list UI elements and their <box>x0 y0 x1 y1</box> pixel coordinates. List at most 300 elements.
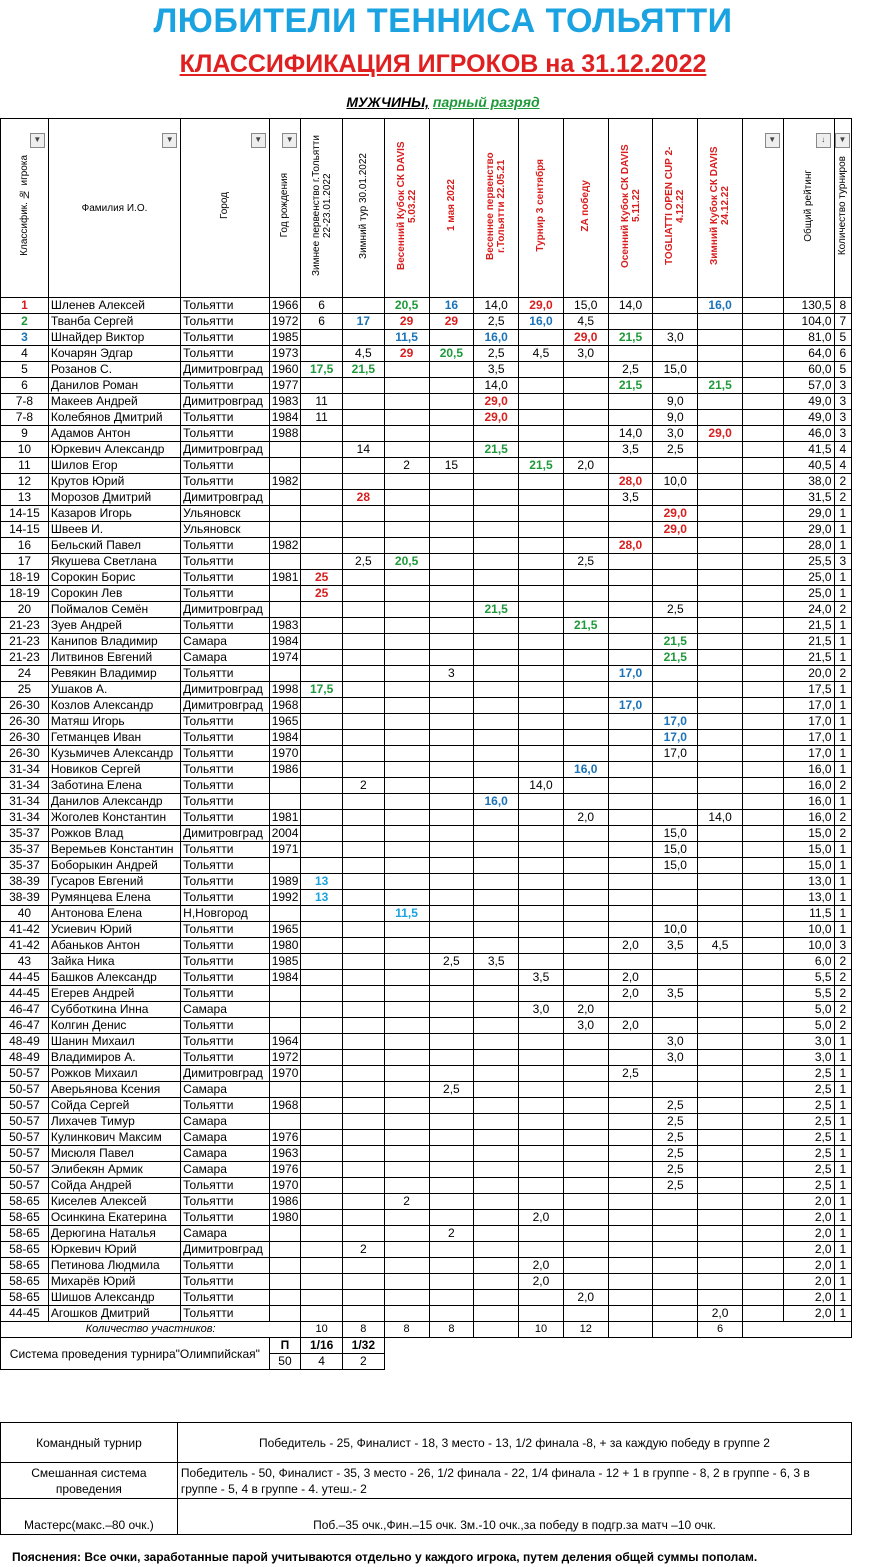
name-cell: Петинова Людмила <box>48 1258 180 1274</box>
year-cell: 1970 <box>269 1178 301 1194</box>
score-cell <box>563 906 608 922</box>
score-cell <box>301 1242 343 1258</box>
score-cell: 21,5 <box>608 330 653 346</box>
table-row <box>1 570 852 586</box>
score-cell: 17,0 <box>608 666 653 682</box>
score-cell <box>742 474 783 490</box>
score-cell <box>698 1210 743 1226</box>
rank-cell: 5 <box>1 362 49 378</box>
total-cell: 81,0 <box>783 330 834 346</box>
total-cell: 2,0 <box>783 1258 834 1274</box>
score-cell <box>301 1162 343 1178</box>
score-cell <box>742 458 783 474</box>
score-cell <box>563 570 608 586</box>
score-cell <box>384 362 429 378</box>
score-cell <box>653 298 698 314</box>
count-cell: 1 <box>834 1178 851 1194</box>
team-label: Командный турнир <box>1 1423 178 1463</box>
table-row <box>1 506 852 522</box>
total-cell: 2,5 <box>783 1178 834 1194</box>
score-cell <box>429 650 474 666</box>
score-cell <box>519 1130 564 1146</box>
name-cell: Мисюля Павел <box>48 1146 180 1162</box>
year-cell <box>269 1242 301 1258</box>
score-cell <box>742 1130 783 1146</box>
year-cell <box>269 458 301 474</box>
score-cell <box>742 618 783 634</box>
score-cell <box>653 1002 698 1018</box>
rank-cell: 58-65 <box>1 1194 49 1210</box>
score-cell: 17,0 <box>653 714 698 730</box>
score-cell <box>474 810 519 826</box>
filter-dropdown-icon[interactable]: ▼ <box>282 133 297 148</box>
score-cell <box>474 666 519 682</box>
score-cell <box>474 1146 519 1162</box>
col-total: ↓ Общий рейтинг <box>783 119 834 298</box>
city-cell: Димитровград <box>181 1242 270 1258</box>
rank-cell: 21-23 <box>1 650 49 666</box>
score-cell: 2 <box>384 1194 429 1210</box>
name-cell: Литвинов Евгений <box>48 650 180 666</box>
score-cell <box>519 746 564 762</box>
name-cell: Тванба Сергей <box>48 314 180 330</box>
score-cell: 29,0 <box>563 330 608 346</box>
score-cell <box>474 970 519 986</box>
count-cell: 3 <box>834 410 851 426</box>
system-row-1 <box>1 1338 852 1354</box>
score-cell <box>342 714 384 730</box>
score-cell <box>301 618 343 634</box>
count-cell: 1 <box>834 906 851 922</box>
score-cell: 3,5 <box>653 986 698 1002</box>
score-cell <box>301 1178 343 1194</box>
score-cell <box>474 986 519 1002</box>
score-cell <box>698 1018 743 1034</box>
score-cell <box>742 522 783 538</box>
score-cell <box>698 442 743 458</box>
score-cell: 29,0 <box>474 394 519 410</box>
score-cell <box>698 490 743 506</box>
score-cell <box>474 1098 519 1114</box>
year-cell: 1986 <box>269 762 301 778</box>
total-cell: 2,5 <box>783 1066 834 1082</box>
score-cell <box>342 298 384 314</box>
rank-cell: 40 <box>1 906 49 922</box>
total-cell: 29,0 <box>783 522 834 538</box>
filter-dropdown-icon[interactable]: ▼ <box>835 133 850 148</box>
score-cell <box>608 1258 653 1274</box>
rank-cell: 44-45 <box>1 1306 49 1322</box>
score-cell <box>301 1082 343 1098</box>
score-cell <box>342 1226 384 1242</box>
name-cell: Макеев Андрей <box>48 394 180 410</box>
score-cell: 20,5 <box>429 346 474 362</box>
score-cell <box>342 506 384 522</box>
year-cell: 1989 <box>269 874 301 890</box>
score-cell <box>519 570 564 586</box>
score-cell <box>563 522 608 538</box>
score-cell: 2,5 <box>342 554 384 570</box>
table-row <box>1 938 852 954</box>
filter-dropdown-icon[interactable]: ▼ <box>251 133 266 148</box>
score-cell <box>653 1242 698 1258</box>
col-t8: Осенний Кубок СК DAVIS 5.11.22 <box>608 119 653 298</box>
year-cell: 1960 <box>269 362 301 378</box>
score-cell <box>653 618 698 634</box>
sort-dropdown-icon[interactable]: ↓ <box>816 133 831 148</box>
score-cell <box>742 746 783 762</box>
rank-cell: 13 <box>1 490 49 506</box>
year-cell <box>269 554 301 570</box>
score-cell <box>384 1226 429 1242</box>
count-cell: 2 <box>834 474 851 490</box>
score-cell <box>429 522 474 538</box>
table-row <box>1 1194 852 1210</box>
score-cell <box>653 890 698 906</box>
score-cell <box>742 490 783 506</box>
score-cell <box>474 1130 519 1146</box>
score-cell <box>742 506 783 522</box>
total-cell: 25,0 <box>783 570 834 586</box>
score-cell <box>519 698 564 714</box>
rank-cell: 50-57 <box>1 1082 49 1098</box>
participants-value: 6 <box>698 1322 743 1338</box>
score-cell: 15,0 <box>653 826 698 842</box>
score-cell <box>429 1210 474 1226</box>
year-cell <box>269 778 301 794</box>
score-cell <box>742 938 783 954</box>
count-cell: 8 <box>834 298 851 314</box>
score-cell <box>653 1210 698 1226</box>
rank-cell: 12 <box>1 474 49 490</box>
score-cell <box>608 570 653 586</box>
score-cell <box>608 890 653 906</box>
mixed-text: Победитель - 50, Финалист - 35, 3 место - 26, 1/2 финала - 22, 1/4 финала - 12 + 1 в группе - 8, 2 в группе - 6, 3 в группе - 5, 4 в группе - 4. утеш.- 2 <box>177 1463 851 1499</box>
total-cell: 20,0 <box>783 666 834 682</box>
score-cell <box>698 570 743 586</box>
name-cell: Шилов Егор <box>48 458 180 474</box>
rank-cell: 50-57 <box>1 1130 49 1146</box>
score-cell <box>384 570 429 586</box>
score-cell <box>342 826 384 842</box>
score-cell: 3,5 <box>519 970 564 986</box>
score-cell <box>342 1066 384 1082</box>
name-cell: Новиков Сергей <box>48 762 180 778</box>
score-cell <box>429 570 474 586</box>
score-cell <box>742 378 783 394</box>
score-cell <box>342 538 384 554</box>
city-cell: Тольятти <box>181 314 270 330</box>
table-row <box>1 1274 852 1290</box>
participants-row <box>1 1322 852 1338</box>
score-cell <box>429 602 474 618</box>
city-cell: Тольятти <box>181 554 270 570</box>
count-cell: 1 <box>834 1162 851 1178</box>
col-t1: Зимнее первенство г.Тольятти 22-23.01.2022 <box>301 119 343 298</box>
table-row <box>1 714 852 730</box>
score-cell: 15,0 <box>563 298 608 314</box>
score-cell: 2 <box>384 458 429 474</box>
year-cell: 1970 <box>269 1066 301 1082</box>
score-cell: 11,5 <box>384 330 429 346</box>
score-cell <box>429 506 474 522</box>
score-cell <box>301 650 343 666</box>
score-cell <box>384 618 429 634</box>
total-cell: 21,5 <box>783 650 834 666</box>
masters-row <box>1 1499 852 1535</box>
score-cell <box>742 554 783 570</box>
city-cell: Самара <box>181 1146 270 1162</box>
name-cell: Заботина Елена <box>48 778 180 794</box>
score-cell <box>342 970 384 986</box>
score-cell <box>698 1258 743 1274</box>
table-row <box>1 1210 852 1226</box>
score-cell <box>474 650 519 666</box>
count-cell: 1 <box>834 842 851 858</box>
col-city: ▼ Город <box>181 119 270 298</box>
rank-cell: 58-65 <box>1 1274 49 1290</box>
score-cell <box>474 474 519 490</box>
city-cell: Н,Новгород <box>181 906 270 922</box>
score-cell <box>474 890 519 906</box>
score-cell <box>608 1146 653 1162</box>
name-cell: Рожков Михаил <box>48 1066 180 1082</box>
system-v1: 50 <box>269 1354 301 1370</box>
score-cell <box>384 938 429 954</box>
total-cell: 15,0 <box>783 826 834 842</box>
score-cell <box>342 922 384 938</box>
name-cell: Юркевич Юрий <box>48 1242 180 1258</box>
score-cell <box>301 1098 343 1114</box>
score-cell: 25 <box>301 586 343 602</box>
count-cell: 1 <box>834 1242 851 1258</box>
score-cell <box>519 1290 564 1306</box>
score-cell <box>429 746 474 762</box>
score-cell <box>474 1242 519 1258</box>
score-cell <box>384 1002 429 1018</box>
score-cell: 10,0 <box>653 922 698 938</box>
name-cell: Якушева Светлана <box>48 554 180 570</box>
count-cell: 3 <box>834 426 851 442</box>
score-cell <box>301 554 343 570</box>
score-cell <box>653 1306 698 1322</box>
score-cell <box>301 714 343 730</box>
score-cell <box>698 1098 743 1114</box>
score-cell <box>301 970 343 986</box>
score-cell: 9,0 <box>653 394 698 410</box>
score-cell <box>384 586 429 602</box>
year-cell: 1985 <box>269 330 301 346</box>
score-cell <box>698 1146 743 1162</box>
score-cell: 4,5 <box>698 938 743 954</box>
score-cell <box>342 1114 384 1130</box>
year-cell: 1965 <box>269 714 301 730</box>
city-cell: Тольятти <box>181 970 270 986</box>
participants-value: 12 <box>563 1322 608 1338</box>
score-cell <box>698 1162 743 1178</box>
year-cell: 1972 <box>269 314 301 330</box>
score-cell <box>384 858 429 874</box>
score-cell: 2,0 <box>519 1258 564 1274</box>
rank-cell: 31-34 <box>1 810 49 826</box>
score-cell: 28,0 <box>608 538 653 554</box>
score-cell <box>519 794 564 810</box>
table-row <box>1 490 852 506</box>
score-cell <box>608 394 653 410</box>
score-cell <box>608 458 653 474</box>
name-cell: Крутов Юрий <box>48 474 180 490</box>
name-cell: Поймалов Семён <box>48 602 180 618</box>
score-cell <box>474 746 519 762</box>
score-cell <box>698 698 743 714</box>
score-cell <box>429 874 474 890</box>
score-cell <box>698 362 743 378</box>
score-cell: 6 <box>301 314 343 330</box>
city-cell: Тольятти <box>181 810 270 826</box>
col-t7: ZA победу <box>563 119 608 298</box>
score-cell <box>608 1274 653 1290</box>
score-cell: 17,0 <box>653 746 698 762</box>
total-cell: 24,0 <box>783 602 834 618</box>
score-cell: 29,0 <box>519 298 564 314</box>
score-cell <box>653 554 698 570</box>
score-cell <box>342 634 384 650</box>
score-cell: 3,5 <box>474 362 519 378</box>
score-cell <box>742 1242 783 1258</box>
rank-cell: 9 <box>1 426 49 442</box>
count-cell: 1 <box>834 1306 851 1322</box>
score-cell <box>519 1018 564 1034</box>
score-cell <box>563 858 608 874</box>
score-cell: 2,5 <box>653 1098 698 1114</box>
score-cell: 4,5 <box>519 346 564 362</box>
name-cell: Элибекян Армик <box>48 1162 180 1178</box>
score-cell <box>342 906 384 922</box>
score-cell <box>384 890 429 906</box>
total-cell: 2,5 <box>783 1146 834 1162</box>
count-cell: 4 <box>834 458 851 474</box>
score-cell <box>742 778 783 794</box>
name-cell: Розанов С. <box>48 362 180 378</box>
city-cell: Ульяновск <box>181 506 270 522</box>
name-cell: Лихачев Тимур <box>48 1114 180 1130</box>
score-cell: 16 <box>429 298 474 314</box>
score-cell: 3,0 <box>563 1018 608 1034</box>
year-cell <box>269 1306 301 1322</box>
rank-cell: 18-19 <box>1 570 49 586</box>
year-cell: 1984 <box>269 730 301 746</box>
score-cell <box>698 826 743 842</box>
name-cell: Матяш Игорь <box>48 714 180 730</box>
score-cell <box>563 490 608 506</box>
count-cell: 1 <box>834 1114 851 1130</box>
rating-table <box>0 118 852 1370</box>
count-cell: 1 <box>834 522 851 538</box>
score-cell <box>742 1274 783 1290</box>
score-cell <box>519 810 564 826</box>
score-cell <box>519 762 564 778</box>
score-cell <box>429 698 474 714</box>
score-cell <box>301 794 343 810</box>
count-cell: 1 <box>834 714 851 730</box>
rank-cell: 48-49 <box>1 1034 49 1050</box>
score-cell <box>342 938 384 954</box>
score-cell <box>742 410 783 426</box>
count-cell: 1 <box>834 618 851 634</box>
filter-dropdown-icon[interactable]: ▼ <box>765 133 780 148</box>
count-cell: 1 <box>834 506 851 522</box>
table-row <box>1 314 852 330</box>
filter-dropdown-icon[interactable]: ▼ <box>30 133 45 148</box>
table-row <box>1 1098 852 1114</box>
total-cell: 16,0 <box>783 810 834 826</box>
score-cell <box>519 1226 564 1242</box>
score-cell <box>474 618 519 634</box>
score-cell <box>519 1242 564 1258</box>
score-cell: 3,0 <box>653 330 698 346</box>
score-cell <box>342 602 384 618</box>
score-cell <box>474 1290 519 1306</box>
table-row <box>1 1082 852 1098</box>
participants-value <box>474 1322 519 1338</box>
score-cell <box>742 922 783 938</box>
total-cell: 10,0 <box>783 938 834 954</box>
score-cell <box>742 1018 783 1034</box>
score-cell <box>429 826 474 842</box>
year-cell: 1963 <box>269 1146 301 1162</box>
score-cell <box>519 554 564 570</box>
table-row <box>1 858 852 874</box>
score-cell: 2,0 <box>563 458 608 474</box>
filter-dropdown-icon[interactable]: ▼ <box>162 133 177 148</box>
name-cell: Антонова Елена <box>48 906 180 922</box>
count-cell: 1 <box>834 858 851 874</box>
score-cell <box>608 778 653 794</box>
year-cell <box>269 1290 301 1306</box>
score-cell <box>698 874 743 890</box>
table-row <box>1 1002 852 1018</box>
year-cell <box>269 1274 301 1290</box>
table-row <box>1 730 852 746</box>
count-cell: 3 <box>834 554 851 570</box>
total-cell: 31,5 <box>783 490 834 506</box>
table-body <box>1 298 852 1322</box>
score-cell: 2,5 <box>653 1146 698 1162</box>
score-cell <box>429 1290 474 1306</box>
score-cell <box>653 490 698 506</box>
score-cell <box>519 410 564 426</box>
count-cell: 1 <box>834 1146 851 1162</box>
table-row <box>1 426 852 442</box>
score-cell <box>429 1146 474 1162</box>
score-cell <box>563 970 608 986</box>
total-cell: 2,5 <box>783 1114 834 1130</box>
score-cell <box>474 554 519 570</box>
count-cell: 2 <box>834 970 851 986</box>
score-cell: 21,5 <box>608 378 653 394</box>
total-cell: 2,5 <box>783 1098 834 1114</box>
score-cell: 2,0 <box>519 1274 564 1290</box>
score-cell <box>384 954 429 970</box>
score-cell <box>474 1114 519 1130</box>
score-cell: 17,0 <box>608 698 653 714</box>
score-cell <box>563 746 608 762</box>
rank-cell: 31-34 <box>1 794 49 810</box>
score-cell <box>429 970 474 986</box>
score-cell <box>301 698 343 714</box>
score-cell <box>698 762 743 778</box>
team-row <box>1 1423 852 1463</box>
